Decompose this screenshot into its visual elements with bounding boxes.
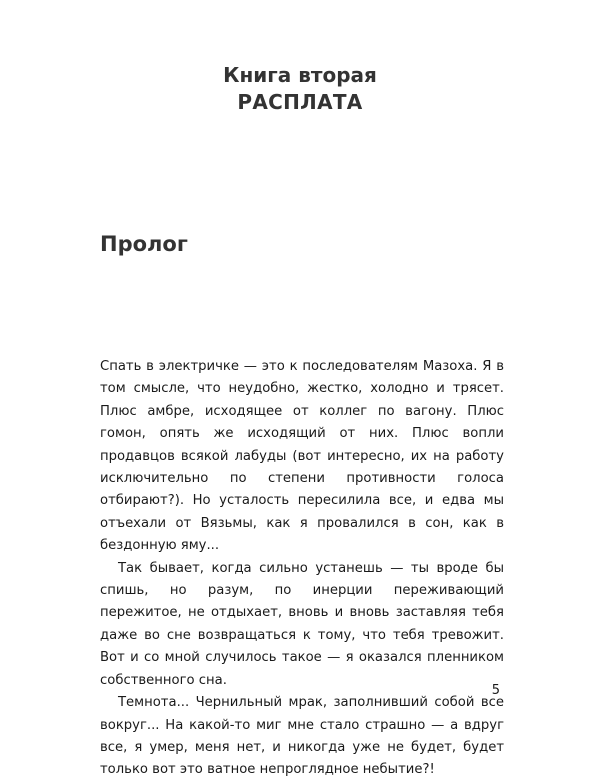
page-number: 5 <box>491 683 500 698</box>
book-part-title: РАСПЛАТА <box>237 90 363 114</box>
paragraph-1: Спать в электричке — это к последователям Мазоха. Я в том смысле, что неудобно, жестко, холодно и трясет. Плюс амбре, исходящее от коллег по вагону. Плюс гомон, опять же исходящий от них. Плюс вопли продавцов всякой лабуды (вот интересно, их на работу исключительно по степени противности голоса отбирают?). Но усталость пересилила все, и едва мы отъехали от Вязьмы, как я провалился в сон, как в бездонную яму... <box>100 359 504 554</box>
book-part-label: Книга вторая <box>223 63 377 87</box>
book-part-heading <box>0 62 600 116</box>
chapter-title: Пролог <box>100 232 188 256</box>
paragraph-2: Так бывает, когда сильно устанешь — ты вроде бы спишь, но разум, по инерции переживающий пережитое, не отдыхает, вновь и вновь заставляя тебя даже во сне возвращаться к тому, что тебя тревожит. Вот и со мной случилось такое — я оказался пленником собственного сна. <box>100 560 504 688</box>
paragraph-3: Темнота... Чернильный мрак, заполнивший собой все вокруг... На какой-то миг мне стало страшно — а вдруг все, я умер, меня нет, и никогда уже не будет, будет только вот это ватное непроглядное небытие?! <box>100 695 504 778</box>
body-text <box>100 356 504 782</box>
